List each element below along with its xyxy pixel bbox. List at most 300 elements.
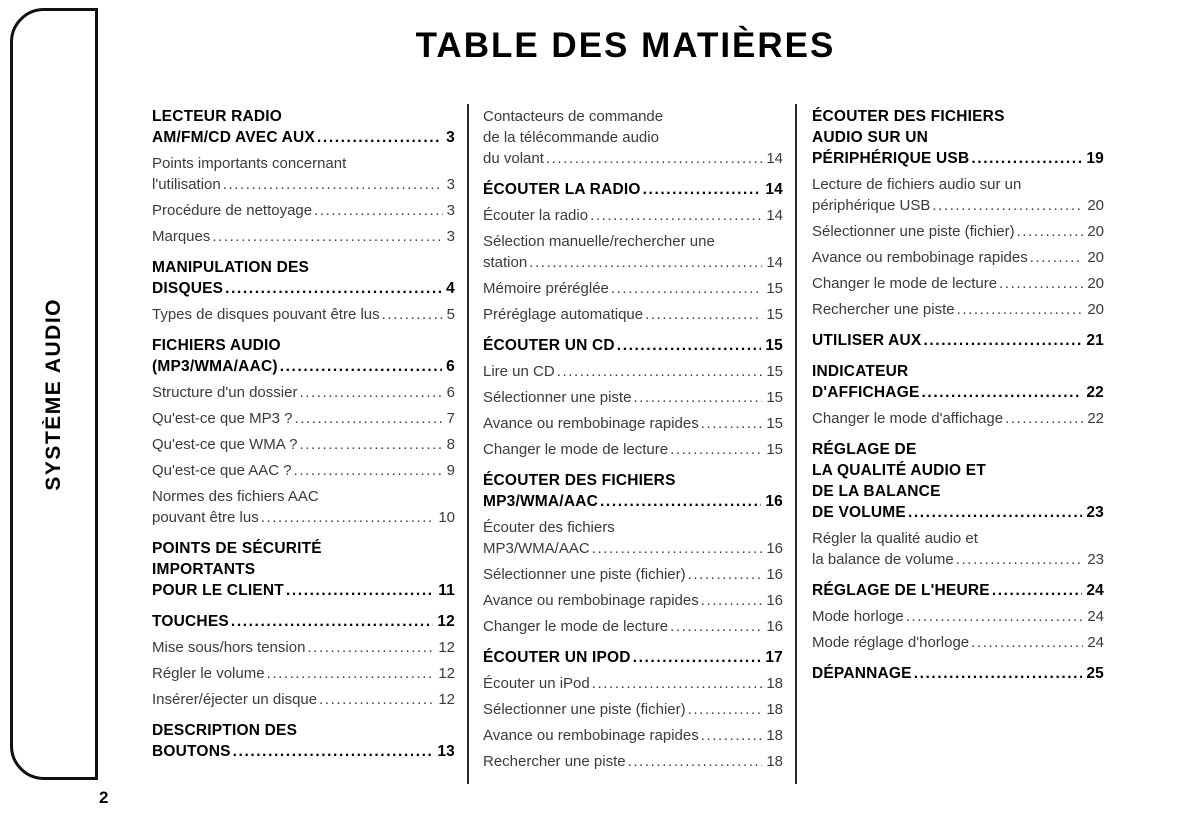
toc-text: la balance de volume (812, 551, 954, 568)
dot-leader (688, 699, 763, 720)
toc-page-ref: 16 (766, 592, 783, 609)
toc-text: Avance ou rembobinage rapides (483, 415, 699, 432)
toc-page-ref: 14 (765, 181, 783, 198)
toc-page-ref: 20 (1087, 223, 1104, 240)
dot-leader (600, 491, 761, 512)
toc-text: TOUCHES (152, 613, 229, 630)
column-divider (467, 104, 469, 784)
toc-text: Qu'est-ce que WMA ? (152, 436, 298, 453)
toc-item (483, 616, 783, 637)
toc-column-1 (152, 106, 455, 767)
toc-text: station (483, 254, 528, 271)
toc-line: AUDIO SUR UN (812, 129, 929, 146)
toc-text: UTILISER AUX (812, 332, 922, 349)
toc-line: DE LA BALANCE (812, 483, 941, 500)
toc-text: Insérer/éjecter un disque (152, 691, 318, 708)
toc-text: DE VOLUME (812, 504, 906, 521)
toc-last-line (812, 221, 1104, 242)
toc-last-line (483, 751, 783, 772)
toc-last-line (812, 663, 1104, 684)
toc-heading (483, 179, 783, 200)
toc-page-ref: 14 (766, 207, 783, 224)
toc-last-line (152, 127, 455, 148)
toc-heading (812, 663, 1104, 684)
toc-item (483, 439, 783, 460)
toc-text: BOUTONS (152, 743, 231, 760)
dot-leader (908, 502, 1082, 523)
toc-page-ref: 18 (766, 675, 783, 692)
dot-leader (557, 361, 763, 382)
toc-text: Mise sous/hors tension (152, 639, 306, 656)
toc-heading (812, 106, 1104, 169)
toc-last-line (483, 278, 783, 299)
toc-heading (152, 720, 455, 762)
toc-text: l'utilisation (152, 176, 221, 193)
toc-item (152, 304, 455, 325)
toc-last-line (152, 689, 455, 710)
toc-item (483, 517, 783, 559)
toc-text: DÉPANNAGE (812, 665, 912, 682)
toc-last-line (483, 361, 783, 382)
toc-item (483, 361, 783, 382)
toc-last-line (483, 538, 783, 559)
toc-text: Marques (152, 228, 211, 245)
dot-leader (299, 382, 442, 403)
toc-heading (812, 361, 1104, 403)
toc-text: Sélectionner une piste (483, 389, 632, 406)
toc-item (483, 673, 783, 694)
dot-leader (307, 637, 434, 658)
toc-item (483, 387, 783, 408)
toc-last-line (152, 637, 455, 658)
dot-leader (633, 647, 762, 668)
toc-last-line (812, 382, 1104, 403)
toc-line: de la télécommande audio (483, 129, 659, 146)
toc-text: Qu'est-ce que MP3 ? (152, 410, 293, 427)
toc-last-line (483, 413, 783, 434)
toc-last-line (152, 356, 455, 377)
toc-last-line (152, 278, 455, 299)
toc-text: ÉCOUTER UN CD (483, 337, 615, 354)
toc-page-ref: 18 (766, 701, 783, 718)
dot-leader (688, 564, 763, 585)
toc-page-ref: 8 (446, 436, 455, 453)
dot-leader (971, 148, 1082, 169)
toc-text: DISQUES (152, 280, 224, 297)
dot-leader (611, 278, 762, 299)
toc-last-line (483, 647, 783, 668)
toc-text: Structure d'un dossier (152, 384, 298, 401)
toc-page-ref: 12 (438, 691, 455, 708)
dot-leader (971, 632, 1083, 653)
toc-page-ref: 24 (1087, 608, 1104, 625)
toc-page-ref: 14 (766, 150, 783, 167)
toc-last-line (152, 663, 455, 684)
toc-last-line (483, 252, 783, 273)
dot-leader (231, 611, 433, 632)
toc-text: Procédure de nettoyage (152, 202, 313, 219)
toc-item (152, 226, 455, 247)
toc-last-line (812, 502, 1104, 523)
dot-leader (212, 226, 442, 247)
toc-heading (812, 580, 1104, 601)
dot-leader (592, 673, 763, 694)
chapter-tab-label: SYSTÈME AUDIO (42, 297, 65, 491)
toc-page-ref: 23 (1086, 504, 1104, 521)
toc-line: FICHIERS AUDIO (152, 337, 281, 354)
dot-leader (1017, 221, 1084, 242)
toc-heading (152, 335, 455, 377)
dot-leader (314, 200, 443, 221)
toc-line: LA QUALITÉ AUDIO ET (812, 462, 987, 479)
dot-leader (670, 616, 762, 637)
toc-text: Avance ou rembobinage rapides (483, 592, 699, 609)
toc-item (152, 460, 455, 481)
toc-last-line (152, 382, 455, 403)
toc-line: POINTS DE SÉCURITÉ (152, 540, 322, 557)
toc-text: Avance ou rembobinage rapides (483, 727, 699, 744)
toc-text: Sélectionner une piste (fichier) (483, 566, 686, 583)
toc-item (483, 231, 783, 273)
toc-text: POUR LE CLIENT (152, 582, 284, 599)
toc-last-line (812, 606, 1104, 627)
toc-item (483, 304, 783, 325)
dot-leader (529, 252, 762, 273)
toc-page-ref: 24 (1086, 582, 1104, 599)
toc-page-ref: 20 (1087, 197, 1104, 214)
toc-page-ref: 20 (1087, 249, 1104, 266)
toc-page-ref: 15 (766, 415, 783, 432)
toc-text: Mode réglage d'horloge (812, 634, 970, 651)
dot-leader (701, 413, 763, 434)
dot-leader (546, 148, 762, 169)
toc-text: Écouter la radio (483, 207, 589, 224)
toc-line: Régler la qualité audio et (812, 530, 978, 547)
toc-last-line (152, 460, 455, 481)
toc-last-line (152, 304, 455, 325)
toc-line: ÉCOUTER DES FICHIERS (483, 472, 676, 489)
toc-page-ref: 16 (766, 618, 783, 635)
toc-item (812, 174, 1104, 216)
toc-last-line (812, 299, 1104, 320)
toc-last-line (483, 148, 783, 169)
toc-line: Contacteurs de commande (483, 108, 664, 125)
toc-item (152, 382, 455, 403)
toc-page-ref: 4 (446, 280, 455, 297)
toc-line: Sélection manuelle/rechercher une (483, 233, 715, 250)
toc-text: ÉCOUTER LA RADIO (483, 181, 641, 198)
toc-page-ref: 21 (1086, 332, 1104, 349)
toc-text: Mémoire préréglée (483, 280, 609, 297)
dot-leader (1030, 247, 1084, 268)
toc-page-ref: 6 (446, 358, 455, 375)
toc-last-line (483, 205, 783, 226)
toc-text: ÉCOUTER UN IPOD (483, 649, 631, 666)
toc-line: Lecture de fichiers audio sur un (812, 176, 1022, 193)
toc-item (483, 751, 783, 772)
toc-text: Changer le mode de lecture (483, 618, 669, 635)
toc-text: Lire un CD (483, 363, 555, 380)
dot-leader (1005, 408, 1083, 429)
dot-leader (286, 580, 434, 601)
toc-item (152, 486, 455, 528)
toc-item (812, 632, 1104, 653)
toc-item (483, 725, 783, 746)
toc-heading (483, 647, 783, 668)
toc-text: Rechercher une piste (812, 301, 955, 318)
toc-item (812, 528, 1104, 570)
chapter-tab (10, 8, 98, 780)
toc-last-line (812, 549, 1104, 570)
toc-last-line (152, 434, 455, 455)
dot-leader (932, 195, 1083, 216)
toc-last-line (812, 408, 1104, 429)
dot-leader (701, 590, 763, 611)
toc-page-ref: 16 (766, 566, 783, 583)
toc-page-ref: 23 (1087, 551, 1104, 568)
toc-item (812, 299, 1104, 320)
toc-page-ref: 20 (1087, 301, 1104, 318)
toc-text: Avance ou rembobinage rapides (812, 249, 1028, 266)
toc-text: (MP3/WMA/AAC) (152, 358, 278, 375)
toc-last-line (483, 673, 783, 694)
dot-leader (299, 434, 442, 455)
toc-item (152, 689, 455, 710)
toc-last-line (483, 564, 783, 585)
dot-leader (317, 127, 442, 148)
toc-page-ref: 25 (1086, 665, 1104, 682)
toc-item (152, 153, 455, 195)
toc-line: Écouter des fichiers (483, 519, 615, 536)
toc-last-line (483, 439, 783, 460)
dot-leader (592, 538, 763, 559)
toc-item (812, 273, 1104, 294)
toc-last-line (812, 195, 1104, 216)
toc-last-line (152, 507, 455, 528)
toc-page-ref: 11 (438, 582, 455, 599)
toc-text: Qu'est-ce que AAC ? (152, 462, 292, 479)
dot-leader (225, 278, 442, 299)
toc-last-line (483, 387, 783, 408)
dot-leader (643, 179, 762, 200)
toc-text: du volant (483, 150, 544, 167)
toc-heading (152, 106, 455, 148)
toc-page-ref: 24 (1087, 634, 1104, 651)
toc-text: Écouter un iPod (483, 675, 590, 692)
toc-page-ref: 18 (766, 753, 783, 770)
toc-last-line (483, 304, 783, 325)
toc-last-line (483, 699, 783, 720)
toc-heading (812, 330, 1104, 351)
toc-line: IMPORTANTS (152, 561, 256, 578)
toc-page-ref: 7 (446, 410, 455, 427)
toc-last-line (483, 491, 783, 512)
toc-heading (483, 335, 783, 356)
toc-last-line (812, 330, 1104, 351)
toc-column-2 (483, 106, 783, 777)
toc-item (152, 637, 455, 658)
toc-page-ref: 22 (1087, 410, 1104, 427)
toc-page-ref: 15 (766, 306, 783, 323)
toc-page-ref: 13 (437, 743, 455, 760)
toc-text: AM/FM/CD AVEC AUX (152, 129, 315, 146)
toc-column-3 (812, 106, 1104, 689)
toc-heading (152, 611, 455, 632)
dot-leader (670, 439, 762, 460)
toc-page-ref: 12 (438, 665, 455, 682)
dot-leader (701, 725, 763, 746)
toc-line: INDICATEUR (812, 363, 909, 380)
toc-text: Sélectionner une piste (fichier) (483, 701, 686, 718)
toc-last-line (812, 632, 1104, 653)
toc-page-ref: 3 (446, 129, 455, 146)
toc-page-ref: 9 (446, 462, 455, 479)
dot-leader (267, 663, 435, 684)
toc-last-line (152, 174, 455, 195)
dot-leader (645, 304, 762, 325)
dot-leader (319, 689, 434, 710)
toc-page-ref: 15 (765, 337, 783, 354)
toc-item (152, 663, 455, 684)
toc-text: Rechercher une piste (483, 753, 626, 770)
toc-page-ref: 16 (766, 540, 783, 557)
toc-last-line (483, 335, 783, 356)
toc-last-line (483, 725, 783, 746)
toc-page-ref: 18 (766, 727, 783, 744)
toc-item (483, 699, 783, 720)
toc-last-line (152, 226, 455, 247)
toc-page-ref: 12 (438, 639, 455, 656)
toc-heading (152, 257, 455, 299)
dot-leader (956, 549, 1084, 570)
toc-last-line (483, 616, 783, 637)
toc-line: DESCRIPTION DES (152, 722, 298, 739)
toc-item (483, 590, 783, 611)
toc-text: périphérique USB (812, 197, 931, 214)
toc-page-ref: 17 (765, 649, 783, 666)
dot-leader (923, 330, 1082, 351)
toc-item (152, 200, 455, 221)
toc-last-line (152, 741, 455, 762)
dot-leader (382, 304, 443, 325)
toc-page-ref: 20 (1087, 275, 1104, 292)
toc-text: Régler le volume (152, 665, 265, 682)
dot-leader (280, 356, 442, 377)
toc-line: MANIPULATION DES (152, 259, 310, 276)
toc-last-line (812, 247, 1104, 268)
toc-item (483, 278, 783, 299)
toc-last-line (152, 611, 455, 632)
page-title: TABLE DES MATIÈRES (415, 26, 836, 65)
toc-last-line (483, 590, 783, 611)
toc-item (812, 606, 1104, 627)
page-number: 2 (99, 788, 109, 807)
dot-leader (617, 335, 762, 356)
toc-text: RÉGLAGE DE L'HEURE (812, 582, 990, 599)
toc-item (483, 106, 783, 169)
toc-text: pouvant être lus (152, 509, 259, 526)
toc-item (152, 408, 455, 429)
toc-item (483, 413, 783, 434)
toc-line: LECTEUR RADIO (152, 108, 283, 125)
column-divider (795, 104, 797, 784)
toc-item (152, 434, 455, 455)
toc-line: Points importants concernant (152, 155, 347, 172)
toc-page-ref: 5 (446, 306, 455, 323)
toc-line: ÉCOUTER DES FICHIERS (812, 108, 1005, 125)
toc-page-ref: 3 (446, 228, 455, 245)
toc-item (483, 564, 783, 585)
toc-text: Mode horloge (812, 608, 904, 625)
toc-last-line (812, 148, 1104, 169)
dot-leader (628, 751, 763, 772)
toc-text: MP3/WMA/AAC (483, 540, 590, 557)
toc-text: Préréglage automatique (483, 306, 644, 323)
toc-page-ref: 16 (765, 493, 783, 510)
toc-page-ref: 22 (1086, 384, 1104, 401)
toc-last-line (152, 580, 455, 601)
toc-last-line (483, 179, 783, 200)
dot-leader (999, 273, 1083, 294)
toc-page-ref: 19 (1086, 150, 1104, 167)
toc-last-line (152, 408, 455, 429)
toc-page-ref: 15 (766, 280, 783, 297)
dot-leader (233, 741, 434, 762)
toc-line: Normes des fichiers AAC (152, 488, 319, 505)
toc-text: PÉRIPHÉRIQUE USB (812, 150, 970, 167)
toc-page-ref: 6 (446, 384, 455, 401)
dot-leader (957, 299, 1084, 320)
dot-leader (590, 205, 762, 226)
toc-text: Types de disques pouvant être lus (152, 306, 380, 323)
toc-page-ref: 14 (766, 254, 783, 271)
toc-text: Changer le mode de lecture (812, 275, 998, 292)
toc-page-ref: 10 (438, 509, 455, 526)
toc-heading (812, 439, 1104, 523)
toc-text: Sélectionner une piste (fichier) (812, 223, 1015, 240)
toc-page-ref: 12 (437, 613, 455, 630)
toc-item (483, 205, 783, 226)
dot-leader (633, 387, 762, 408)
toc-page-ref: 15 (766, 441, 783, 458)
dot-leader (914, 663, 1083, 684)
toc-item (812, 221, 1104, 242)
toc-page-ref: 15 (766, 389, 783, 406)
toc-text: Changer le mode d'affichage (812, 410, 1004, 427)
toc-last-line (812, 580, 1104, 601)
toc-text: Changer le mode de lecture (483, 441, 669, 458)
toc-last-line (152, 200, 455, 221)
toc-last-line (812, 273, 1104, 294)
toc-item (812, 408, 1104, 429)
toc-heading (152, 538, 455, 601)
dot-leader (223, 174, 443, 195)
dot-leader (261, 507, 435, 528)
dot-leader (294, 408, 442, 429)
toc-heading (483, 470, 783, 512)
toc-page-ref: 15 (766, 363, 783, 380)
toc-item (812, 247, 1104, 268)
toc-line: RÉGLAGE DE (812, 441, 917, 458)
toc-page-ref: 3 (446, 176, 455, 193)
toc-text: MP3/WMA/AAC (483, 493, 598, 510)
toc-text: D'AFFICHAGE (812, 384, 920, 401)
dot-leader (992, 580, 1083, 601)
dot-leader (906, 606, 1084, 627)
dot-leader (294, 460, 443, 481)
dot-leader (922, 382, 1083, 403)
toc-page-ref: 3 (446, 202, 455, 219)
